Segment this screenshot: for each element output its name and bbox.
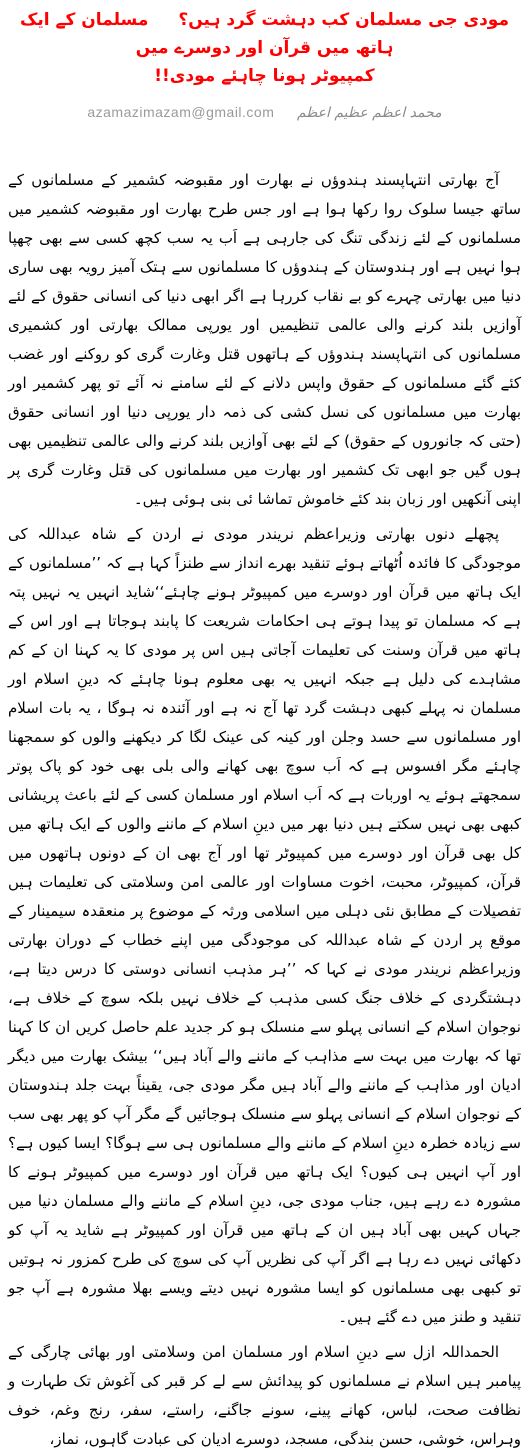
paragraph: پچھلے دنوں بھارتی وزیراعظم نریندر مودی نے اردن کے شاہ عبداللہ کی موجودگی کا فائدہ اُٹھاتے ہوئے تنقید بھرے انداز سے طنزاً کہا ہے کہ ’’مسلمانوں کے ایک ہاتھ میں قرآن اور دوسرے میں کمپیوٹر ہونے چاہئے‘‘شاید انہیں یہ نہیں پتہ ہے کہ مسلمان تو پیدا ہوتے ہی احکامات شریعت کا پابند ہوجاتا ہے اور اس کے ہاتھ میں قرآن وسنت کی تعلیمات آجاتی ہیں اس پر مودی کا یہ کہنا ان کے کم مشاہدے کی دلیل ہے جبکہ انہیں یہ بھی معلوم ہونا چاہئے کہ دینِ اسلام اور مسلمان نہ پہلے کبھی دہشت گرد تھا آج نہ ہے اور آئندہ نہ ہوگا ، یہ بات اسلام اور مسلمانوں سے حسد وجلن اور کینہ کی عینک لگا کر دیکھنے والوں کو سمجھنا چاہئے مگر افسوس ہے کہ اَب سوچ بھی کھانے والی بلی بھی خود کو پاک پوتر سمجھتے ہوئے یہ اوربات ہے کہ اَب اسلام اور مسلمان کسی کے لئے باعث پریشانی کبھی بھی نہیں سکتے ہیں دنیا بھر میں دینِ اسلام کے ماننے والوں کے ایک ہاتھ میں کل بھی قرآن اور دوسرے میں کمپیوٹر تھا اور آج بھی ان کے دونوں ہاتھوں میں قرآن، کمپیوٹر، محبت، اخوت مساوات اور عالمی امن وسلامتی کی تعلیمات ہیں تفصیلات کے مطابق نئی دہلی میں اسلامی ورثہ کے موضوع پر منعقدہ سیمینار کے موقع پر اردن کے شاہ عبداللہ کی موجودگی میں اپنے خطاب کے دوران بھارتی وزیراعظم نریندر مودی نے کہا کہ ’’ہر مذہب انسانی دوستی کا درس دیتا ہے، دہشتگردی کے خلاف جنگ کسی مذہب کے خلاف نہیں بلکہ سوچ کے خلاف ہے، نوجوان اسلام کے انسانی پہلو سے منسلک ہو کر جدید علم حاصل کریں ان کا کہنا تھا کہ بھارت میں بہت سے مذاہب کے ماننے والے آباد ہیں‘‘ بیشک بھارت میں دیگر ادیان اور مذاہب کے ماننے والے آباد ہیں مگر مودی جی، یقیناً بہت جلد ہندوستان کے نوجوان اسلام کے انسانی پہلو سے منسلک ہوجائیں گے مگر آپ کو پھر بھی سب سے زیادہ خطرہ دینِ اسلام کے ماننے والے مسلمانوں ہی سے ہوگا؟ ایسا کیوں ہے؟ اور آپ انہیں ہی کیوں؟ ایک ہاتھ میں قرآن اور دوسرے میں کمپیوٹر ہونے کا مشورہ دے رہے ہیں، جناب مودی جی، دینِ اسلام کے ماننے والے مسلمان دنیا میں جہاں کہیں بھی آباد ہیں ان کے ہاتھ میں قرآن اور کمپیوٹر ہے شاید یہ آپ کو دکھائی نہیں دے رہا ہے اگر آپ کی نظریں آپ کی سوچ کی طرح کمزور نہ ہوتیں تو کبھی بھی مسلمانوں کو ایسا مشورہ نہیں دیتے ویسے بھلا مشورہ ہے آپ جو تنقید و طنز میں دے گئے ہیں۔ [8, 525, 521, 1326]
headline [10, 6, 519, 90]
paragraph: آج بھارتی انتہاپسند ہندوؤں نے بھارت اور مقبوضہ کشمیر کے مسلمانوں کے ساتھ جیسا سلوک روا رکھا ہوا ہے اور جس طرح بھارت اور مقبوضہ کشمیر میں مسلمانوں کے لئے زندگی تنگ کی جارہی ہے اَب یہ سب کچھ کسی سے بھی چھپا ہوا نہیں ہے اور ہندوستان کے ہندوؤں کا مسلمانوں سے ہتک آمیز رویہ بھی ساری دنیا میں بھارتی چہرے کو بے نقاب کررہا ہے اگر ابھی دنیا کی انسانی حقوق کے لئے آوازیں بلند کرنے والی عالمی تنظیمیں اور یورپی ممالک بھارتی اور کشمیری مسلمانوں کی انتہاپسند ہندوؤں کے ہاتھوں قتل وغارت گری کو روکنے اور غضب کئے گئے مسلمانوں کے حقوق واپس دلانے کے لئے سامنے نہ آئے تو پھر کشمیر اور بھارت میں مسلمانوں کی نسل کشی کی ذمہ دار یورپی دنیا اور انسانی حقوق (حتی کہ جانوروں کے حقوق) کے لئے بھی آوازیں بلند کرنے والی عالمی تنظیمیں بھی ہوں گیں جو ابھی تک کشمیر اور بھارت میں مسلمانوں کی قتل وغارت گری پر اپنی آنکھیں اور زبان بند کئے خاموش تماشا ئی بنی ہوئی ہیں۔ [8, 171, 521, 508]
article-page [0, 6, 529, 1448]
headline-title: مودی جی مسلمان کب دہشت گرد ہیں؟ [178, 10, 509, 30]
author-email[interactable]: azamazimazam@gmail.com [87, 104, 275, 120]
headline-subtitle: مسلمان کے ایک ہاتھ میں قرآن اور دوسرے میں [20, 10, 394, 58]
byline [0, 104, 529, 126]
headline-subtitle-end: کمپیوٹر ہونا چاہئے مودی!! [154, 66, 375, 86]
author-name: محمد اعظم عظیم اعظم [296, 105, 442, 121]
article-body [8, 166, 521, 1454]
paragraph: الحمداللہ ازل سے دینِ اسلام اور مسلمان امن وسلامتی اور بھائی چارگی کے پیامبر ہیں اسلام نے مسلمانوں کو پیدائش سے لے کر قبر کی آغوش تک طہارت و نظافت صحت، لباس، کھانے پینے، سونے جاگنے، راستے، سفر، رنج وغم، خوف وہراس، خوشی، حسن بندگی، مسجد، دوسرے ادیان کی عبادت گاہوں، نماز، [8, 1343, 521, 1448]
